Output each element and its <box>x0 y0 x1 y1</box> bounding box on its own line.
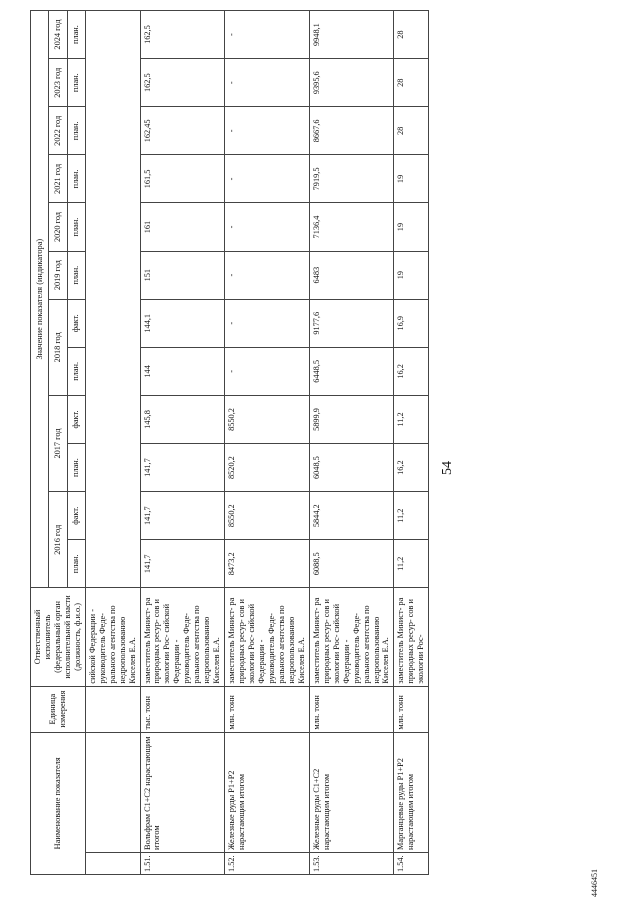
value-cell: - <box>225 155 310 203</box>
indicator-name: Железные руды Р1+Р2 нарастающим итогом <box>225 732 310 852</box>
header-responsible: Ответственный исполнитель (федеральный орган исполнительной власти (должность, ф.и.о.) <box>31 588 86 686</box>
header-plan: план. <box>67 155 85 203</box>
unit-cell: тыс. тонн <box>140 686 225 732</box>
responsible-cell: заместитель Минист- ра природных ресур- сов и экологии Рос- сийской Федерации - руководитель Феде- рального агентства по недропользованию Киселев Е.А. <box>140 588 225 686</box>
header-year: 2023 год <box>49 59 67 107</box>
value-cell: 6088,5 <box>309 540 394 588</box>
indicator-name: Марганцевые руды Р1+Р2 нарастающим итогом <box>394 732 429 852</box>
table-row <box>140 11 225 875</box>
table-header <box>31 11 86 875</box>
header-plan: план. <box>67 347 85 395</box>
continuation-name <box>85 732 140 852</box>
value-cell: - <box>225 251 310 299</box>
header-name: Наименование показателя <box>31 732 86 874</box>
header-fact: факт. <box>67 395 85 443</box>
value-cell: 141,7 <box>140 540 225 588</box>
header-plan: план. <box>67 251 85 299</box>
value-cell: 7919,5 <box>309 155 394 203</box>
value-cell: 8473,2 <box>225 540 310 588</box>
value-cell: 11,2 <box>394 540 429 588</box>
header-plan: план. <box>67 203 85 251</box>
value-cell: 16,9 <box>394 299 429 347</box>
table-row <box>309 11 394 875</box>
value-cell: 6483 <box>309 251 394 299</box>
row-number: 1.53. <box>309 852 394 874</box>
row-number: 1.51. <box>140 852 225 874</box>
value-cell: 5899,9 <box>309 395 394 443</box>
header-plan: план. <box>67 444 85 492</box>
header-fact: факт. <box>67 492 85 540</box>
value-cell: 19 <box>394 251 429 299</box>
value-cell: 161 <box>140 203 225 251</box>
value-cell: 19 <box>394 203 429 251</box>
value-cell: 11,2 <box>394 492 429 540</box>
value-cell: 6048,5 <box>309 444 394 492</box>
value-cell: 141,7 <box>140 492 225 540</box>
continuation-row <box>85 11 140 875</box>
continuation-responsible: сийской Федерации - руководитель Феде- рального агентства по недропользованию Киселев Е.А. <box>85 588 140 686</box>
row-number: 1.54. <box>394 852 429 874</box>
value-cell: 28 <box>394 59 429 107</box>
value-cell: 8667,6 <box>309 107 394 155</box>
table-body <box>85 11 429 875</box>
value-cell: 16,2 <box>394 347 429 395</box>
page-number: 54 <box>440 461 455 475</box>
value-cell: 28 <box>394 11 429 59</box>
responsible-cell: заместитель Минист- ра природных ресур- сов и экологии Рос- сийской Федерации - руководитель Феде- рального агентства по недропользованию Киселев Е.А. <box>225 588 310 686</box>
value-cell: - <box>225 299 310 347</box>
row-number: 1.52. <box>225 852 310 874</box>
value-cell: 161,5 <box>140 155 225 203</box>
value-cell: - <box>225 59 310 107</box>
value-cell: - <box>225 347 310 395</box>
value-cell: 6448,5 <box>309 347 394 395</box>
header-year: 2017 год <box>49 395 67 491</box>
continuation-num <box>85 852 140 874</box>
value-cell: - <box>225 11 310 59</box>
unit-cell: млн. тонн <box>309 686 394 732</box>
value-cell: 141,7 <box>140 444 225 492</box>
indicator-name: Вольфрам С1+С2 нарастающим итогом <box>140 732 225 852</box>
header-year: 2021 год <box>49 155 67 203</box>
value-cell: 9948,1 <box>309 11 394 59</box>
indicator-name: Железные руды С1+С2 нарастающим итогом <box>309 732 394 852</box>
value-cell: - <box>225 107 310 155</box>
unit-cell: млн. тонн <box>225 686 310 732</box>
indicators-table <box>30 10 429 875</box>
header-year: 2019 год <box>49 251 67 299</box>
value-cell: 144 <box>140 347 225 395</box>
value-cell: 5844,2 <box>309 492 394 540</box>
header-unit: Единица измерения <box>31 686 86 732</box>
header-plan: план. <box>67 107 85 155</box>
header-year: 2020 год <box>49 203 67 251</box>
value-cell: 9395,6 <box>309 59 394 107</box>
header-plan: план. <box>67 540 85 588</box>
value-cell: 7136,4 <box>309 203 394 251</box>
value-cell: 162,45 <box>140 107 225 155</box>
header-values-group: Значение показателя (индикатора) <box>31 11 49 588</box>
header-year: 2018 год <box>49 299 67 395</box>
header-year: 2024 год <box>49 11 67 59</box>
continuation-values <box>85 11 140 588</box>
document-id: 4446451 <box>590 869 599 897</box>
value-cell: 9177,6 <box>309 299 394 347</box>
value-cell: 19 <box>394 155 429 203</box>
value-cell: 8550,2 <box>225 395 310 443</box>
value-cell: - <box>225 203 310 251</box>
value-cell: 144,1 <box>140 299 225 347</box>
value-cell: 145,8 <box>140 395 225 443</box>
header-plan: план. <box>67 59 85 107</box>
header-fact: факт. <box>67 299 85 347</box>
value-cell: 8520,2 <box>225 444 310 492</box>
responsible-cell: заместитель Минист- ра природных ресур- сов и экологии Рос- <box>394 588 429 686</box>
value-cell: 162,5 <box>140 11 225 59</box>
responsible-cell: заместитель Минист- ра природных ресур- сов и экологии Рос- сийской Федерации - руководитель Феде- рального агентства по недропользованию Киселев Е.А. <box>309 588 394 686</box>
value-cell: 11,2 <box>394 395 429 443</box>
value-cell: 28 <box>394 107 429 155</box>
value-cell: 151 <box>140 251 225 299</box>
header-year: 2016 год <box>49 492 67 588</box>
value-cell: 162,5 <box>140 59 225 107</box>
value-cell: 16,2 <box>394 444 429 492</box>
header-year: 2022 год <box>49 107 67 155</box>
continuation-unit <box>85 686 140 732</box>
unit-cell: млн. тонн <box>394 686 429 732</box>
header-plan: план. <box>67 11 85 59</box>
value-cell: 8550,2 <box>225 492 310 540</box>
table-row <box>394 11 429 875</box>
table-row <box>225 11 310 875</box>
